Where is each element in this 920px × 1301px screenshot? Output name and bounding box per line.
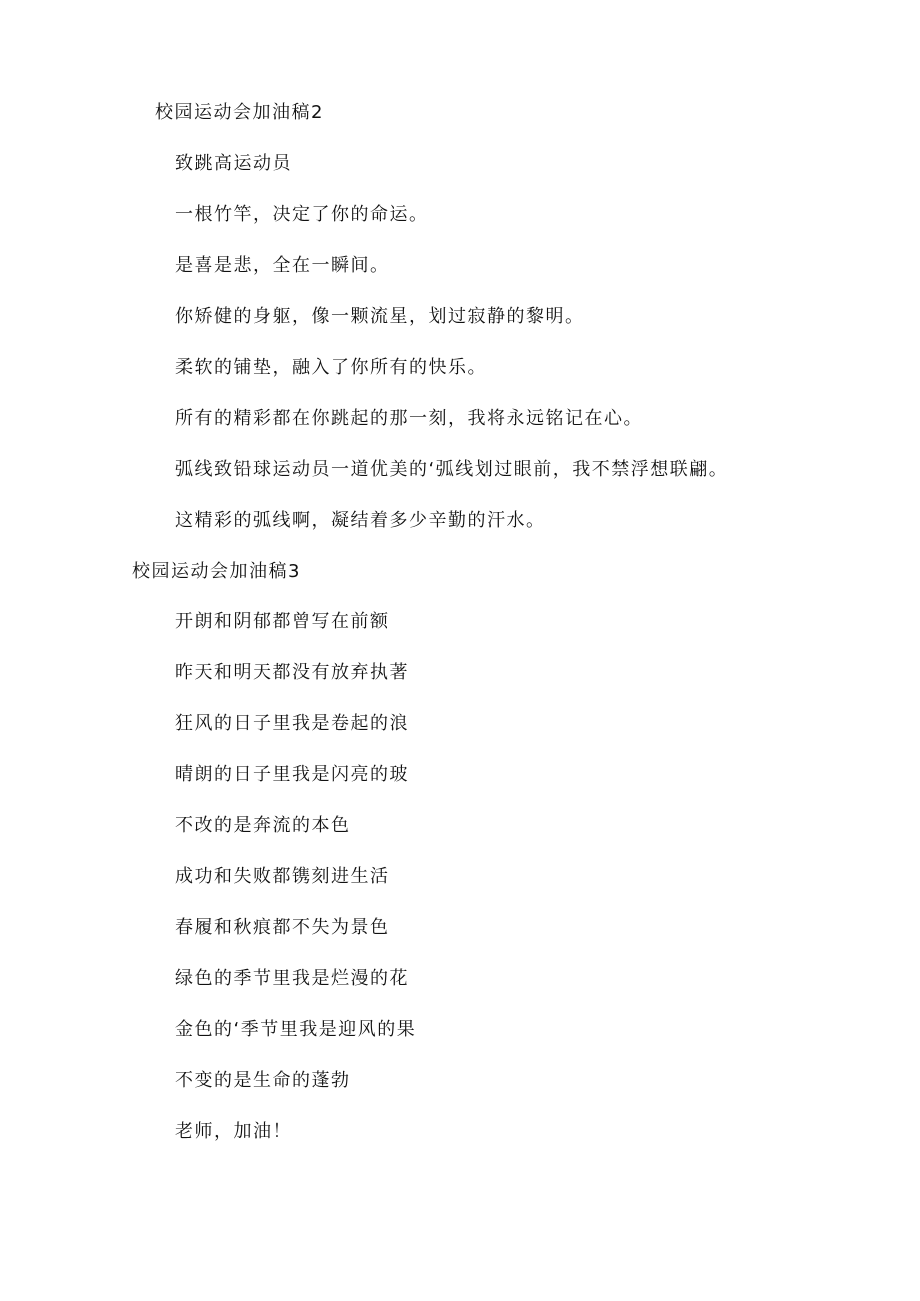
poem-line: 狂风的日子里我是卷起的浪: [175, 713, 409, 734]
poem-line: 晴朗的日子里我是闪亮的玻: [175, 764, 409, 785]
poem-line: 金色的‘季节里我是迎风的果: [175, 1019, 417, 1040]
paragraph-line: 这精彩的弧线啊，凝结着多少辛勤的汗水。: [175, 510, 546, 531]
poem-line: 春履和秋痕都不失为景色: [175, 917, 390, 938]
poem-line: 不改的是奔流的本色: [175, 815, 351, 836]
poem-line: 成功和失败都镌刻进生活: [175, 866, 390, 887]
paragraph-line: 一根竹竿，决定了你的命运。: [175, 204, 429, 225]
poem-line: 开朗和阴郁都曾写在前额: [175, 611, 390, 632]
paragraph-line: 你矫健的身躯，像一颗流星，划过寂静的黎明。: [175, 306, 585, 327]
poem-line: 不变的是生命的蓬勃: [175, 1070, 351, 1091]
paragraph-line: 所有的精彩都在你跳起的那一刻，我将永远铭记在心。: [175, 408, 643, 429]
paragraph-line: 弧线致铅球运动员一道优美的‘弧线划过眼前，我不禁浮想联翩。: [175, 459, 729, 480]
section-heading-3: 校园运动会加油稿3: [132, 561, 301, 582]
poem-line: 昨天和明天都没有放弃执著: [175, 662, 409, 683]
closing-line: 老师，加油！: [175, 1121, 292, 1142]
poem-line: 绿色的季节里我是烂漫的花: [175, 968, 409, 989]
section-heading-2: 校园运动会加油稿2: [155, 102, 324, 123]
paragraph-line: 致跳高运动员: [175, 153, 292, 174]
paragraph-line: 柔软的铺垫，融入了你所有的快乐。: [175, 357, 487, 378]
paragraph-line: 是喜是悲，全在一瞬间。: [175, 255, 390, 276]
